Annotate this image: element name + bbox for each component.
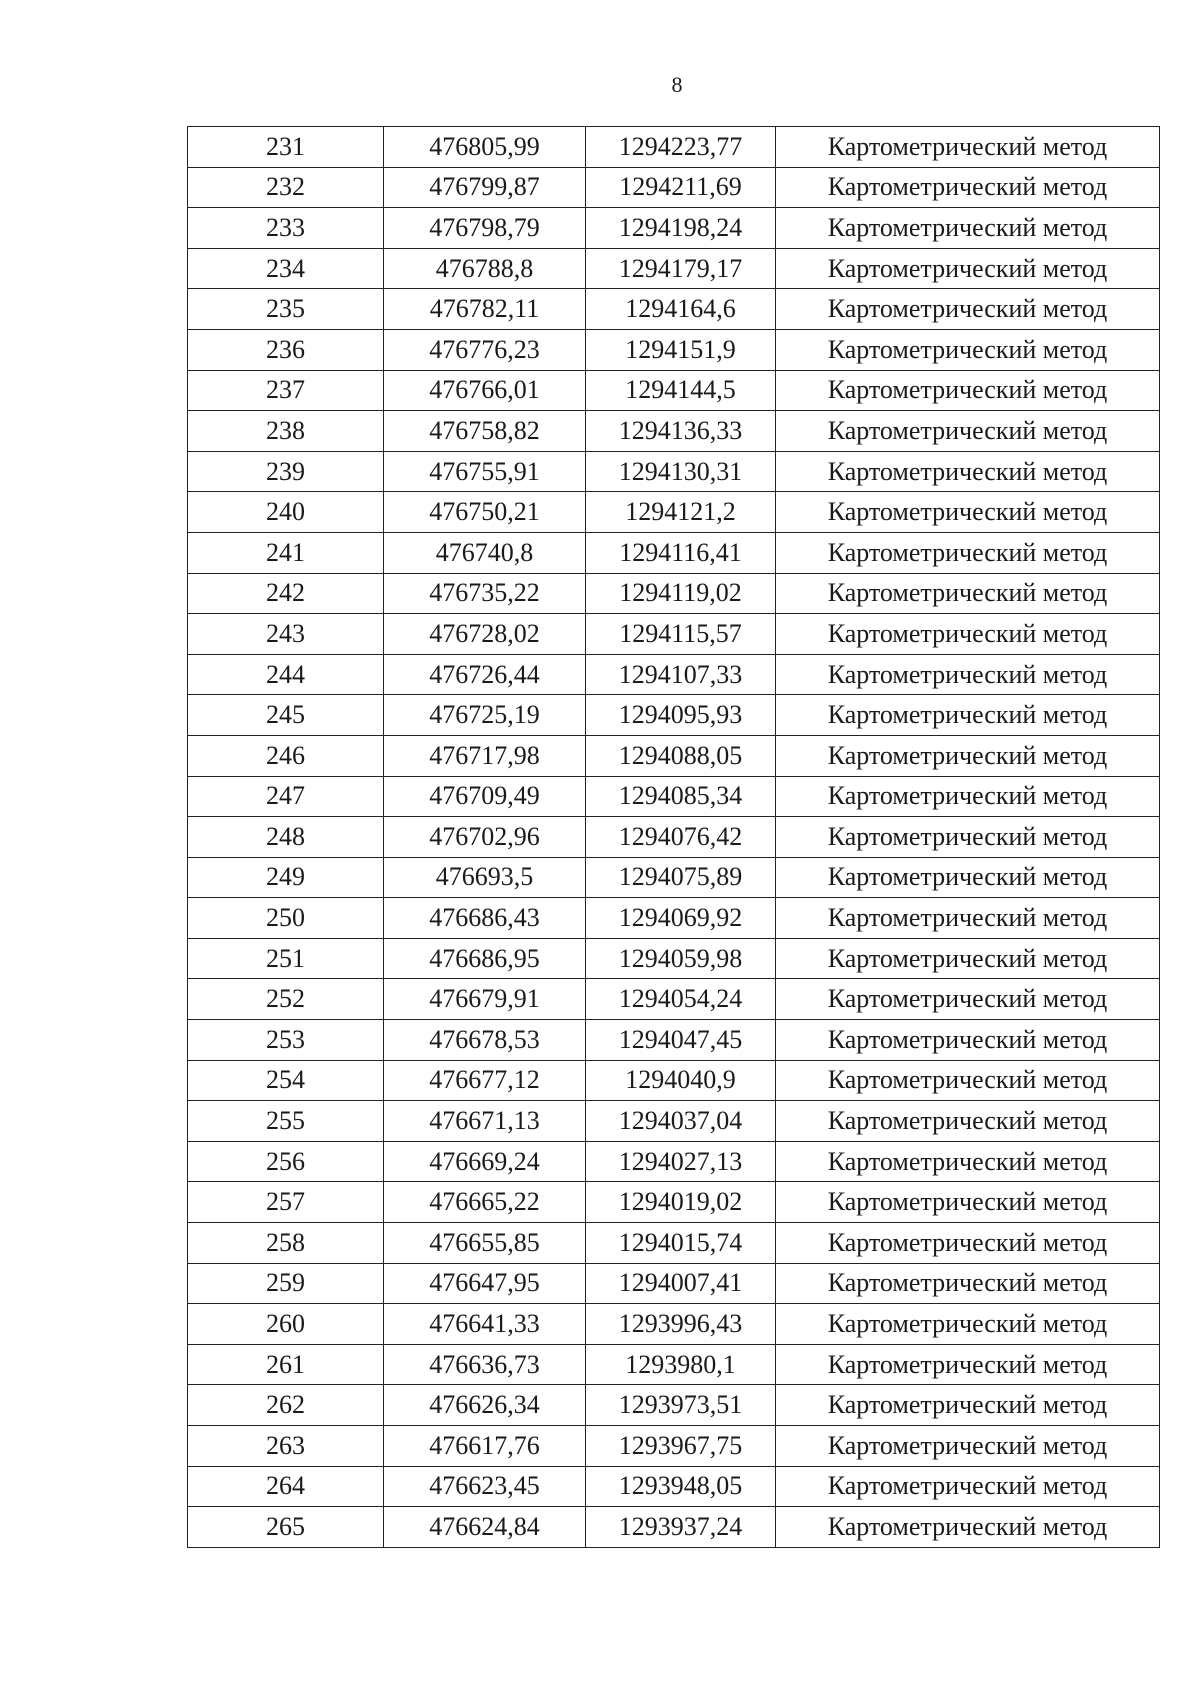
y-coordinate-cell: 1293937,24 — [586, 1507, 776, 1548]
y-coordinate-cell: 1294015,74 — [586, 1223, 776, 1264]
x-coordinate-cell: 476678,53 — [384, 1020, 586, 1061]
point-number-cell: 232 — [188, 167, 384, 208]
point-number-cell: 257 — [188, 1182, 384, 1223]
method-cell: Картометрический метод — [776, 1507, 1160, 1548]
method-cell: Картометрический метод — [776, 127, 1160, 168]
table-row — [188, 1385, 1160, 1426]
table-row — [188, 1101, 1160, 1142]
table-row — [188, 1466, 1160, 1507]
table-row — [188, 695, 1160, 736]
method-cell: Картометрический метод — [776, 248, 1160, 289]
method-cell: Картометрический метод — [776, 1141, 1160, 1182]
y-coordinate-cell: 1294121,2 — [586, 492, 776, 533]
y-coordinate-cell: 1293973,51 — [586, 1385, 776, 1426]
method-cell: Картометрический метод — [776, 573, 1160, 614]
y-coordinate-cell: 1294085,34 — [586, 776, 776, 817]
point-number-cell: 235 — [188, 289, 384, 330]
y-coordinate-cell: 1294198,24 — [586, 208, 776, 249]
x-coordinate-cell: 476728,02 — [384, 614, 586, 655]
x-coordinate-cell: 476725,19 — [384, 695, 586, 736]
method-cell: Картометрический метод — [776, 1385, 1160, 1426]
x-coordinate-cell: 476788,8 — [384, 248, 586, 289]
x-coordinate-cell: 476655,85 — [384, 1223, 586, 1264]
point-number-cell: 249 — [188, 857, 384, 898]
table-row — [188, 329, 1160, 370]
y-coordinate-cell: 1294047,45 — [586, 1020, 776, 1061]
point-number-cell: 248 — [188, 817, 384, 858]
table-row — [188, 1223, 1160, 1264]
y-coordinate-cell: 1293980,1 — [586, 1344, 776, 1385]
page-number: 8 — [671, 72, 683, 97]
table-row — [188, 208, 1160, 249]
x-coordinate-cell: 476623,45 — [384, 1466, 586, 1507]
x-coordinate-cell: 476766,01 — [384, 370, 586, 411]
table-row — [188, 1304, 1160, 1345]
x-coordinate-cell: 476755,91 — [384, 451, 586, 492]
table-row — [188, 1141, 1160, 1182]
y-coordinate-cell: 1294223,77 — [586, 127, 776, 168]
table-row — [188, 1507, 1160, 1548]
x-coordinate-cell: 476799,87 — [384, 167, 586, 208]
coordinates-table — [187, 126, 1160, 1548]
table-row — [188, 451, 1160, 492]
point-number-cell: 234 — [188, 248, 384, 289]
y-coordinate-cell: 1294059,98 — [586, 938, 776, 979]
table-row — [188, 735, 1160, 776]
y-coordinate-cell: 1294144,5 — [586, 370, 776, 411]
method-cell: Картометрический метод — [776, 695, 1160, 736]
table-row — [188, 127, 1160, 168]
method-cell: Картометрический метод — [776, 1101, 1160, 1142]
x-coordinate-cell: 476702,96 — [384, 817, 586, 858]
point-number-cell: 244 — [188, 654, 384, 695]
point-number-cell: 251 — [188, 938, 384, 979]
table-row — [188, 532, 1160, 573]
coordinates-table-body — [188, 127, 1160, 1548]
method-cell: Картометрический метод — [776, 776, 1160, 817]
method-cell: Картометрический метод — [776, 1304, 1160, 1345]
table-row — [188, 1020, 1160, 1061]
method-cell: Картометрический метод — [776, 1426, 1160, 1467]
y-coordinate-cell: 1293967,75 — [586, 1426, 776, 1467]
y-coordinate-cell: 1294037,04 — [586, 1101, 776, 1142]
method-cell: Картометрический метод — [776, 208, 1160, 249]
y-coordinate-cell: 1294151,9 — [586, 329, 776, 370]
table-row — [188, 857, 1160, 898]
y-coordinate-cell: 1294107,33 — [586, 654, 776, 695]
y-coordinate-cell: 1294136,33 — [586, 411, 776, 452]
method-cell: Картометрический метод — [776, 167, 1160, 208]
table-row — [188, 614, 1160, 655]
table-row — [188, 492, 1160, 533]
point-number-cell: 240 — [188, 492, 384, 533]
x-coordinate-cell: 476709,49 — [384, 776, 586, 817]
point-number-cell: 262 — [188, 1385, 384, 1426]
table-row — [188, 776, 1160, 817]
y-coordinate-cell: 1294027,13 — [586, 1141, 776, 1182]
method-cell: Картометрический метод — [776, 289, 1160, 330]
x-coordinate-cell: 476776,23 — [384, 329, 586, 370]
point-number-cell: 252 — [188, 979, 384, 1020]
table-row — [188, 573, 1160, 614]
x-coordinate-cell: 476782,11 — [384, 289, 586, 330]
point-number-cell: 253 — [188, 1020, 384, 1061]
point-number-cell: 236 — [188, 329, 384, 370]
x-coordinate-cell: 476617,76 — [384, 1426, 586, 1467]
y-coordinate-cell: 1294116,41 — [586, 532, 776, 573]
y-coordinate-cell: 1294211,69 — [586, 167, 776, 208]
method-cell: Картометрический метод — [776, 817, 1160, 858]
method-cell: Картометрический метод — [776, 938, 1160, 979]
method-cell: Картометрический метод — [776, 898, 1160, 939]
method-cell: Картометрический метод — [776, 1060, 1160, 1101]
table-row — [188, 248, 1160, 289]
method-cell: Картометрический метод — [776, 1020, 1160, 1061]
y-coordinate-cell: 1294119,02 — [586, 573, 776, 614]
x-coordinate-cell: 476647,95 — [384, 1263, 586, 1304]
table-row — [188, 167, 1160, 208]
table-row — [188, 1263, 1160, 1304]
method-cell: Картометрический метод — [776, 857, 1160, 898]
point-number-cell: 241 — [188, 532, 384, 573]
x-coordinate-cell: 476726,44 — [384, 654, 586, 695]
point-number-cell: 260 — [188, 1304, 384, 1345]
y-coordinate-cell: 1294007,41 — [586, 1263, 776, 1304]
point-number-cell: 231 — [188, 127, 384, 168]
point-number-cell: 245 — [188, 695, 384, 736]
x-coordinate-cell: 476740,8 — [384, 532, 586, 573]
method-cell: Картометрический метод — [776, 1263, 1160, 1304]
y-coordinate-cell: 1294088,05 — [586, 735, 776, 776]
point-number-cell: 237 — [188, 370, 384, 411]
point-number-cell: 250 — [188, 898, 384, 939]
x-coordinate-cell: 476641,33 — [384, 1304, 586, 1345]
table-row — [188, 979, 1160, 1020]
point-number-cell: 256 — [188, 1141, 384, 1182]
y-coordinate-cell: 1294069,92 — [586, 898, 776, 939]
x-coordinate-cell: 476671,13 — [384, 1101, 586, 1142]
point-number-cell: 258 — [188, 1223, 384, 1264]
table-row — [188, 289, 1160, 330]
method-cell: Картометрический метод — [776, 329, 1160, 370]
table-row — [188, 1426, 1160, 1467]
x-coordinate-cell: 476798,79 — [384, 208, 586, 249]
x-coordinate-cell: 476665,22 — [384, 1182, 586, 1223]
x-coordinate-cell: 476693,5 — [384, 857, 586, 898]
point-number-cell: 242 — [188, 573, 384, 614]
point-number-cell: 261 — [188, 1344, 384, 1385]
x-coordinate-cell: 476679,91 — [384, 979, 586, 1020]
y-coordinate-cell: 1294115,57 — [586, 614, 776, 655]
point-number-cell: 259 — [188, 1263, 384, 1304]
table-row — [188, 370, 1160, 411]
method-cell: Картометрический метод — [776, 1466, 1160, 1507]
x-coordinate-cell: 476669,24 — [384, 1141, 586, 1182]
x-coordinate-cell: 476686,95 — [384, 938, 586, 979]
point-number-cell: 254 — [188, 1060, 384, 1101]
table-row — [188, 411, 1160, 452]
point-number-cell: 263 — [188, 1426, 384, 1467]
point-number-cell: 264 — [188, 1466, 384, 1507]
table-row — [188, 1182, 1160, 1223]
point-number-cell: 233 — [188, 208, 384, 249]
table-row — [188, 1060, 1160, 1101]
x-coordinate-cell: 476750,21 — [384, 492, 586, 533]
point-number-cell: 243 — [188, 614, 384, 655]
method-cell: Картометрический метод — [776, 1182, 1160, 1223]
x-coordinate-cell: 476624,84 — [384, 1507, 586, 1548]
point-number-cell: 247 — [188, 776, 384, 817]
point-number-cell: 265 — [188, 1507, 384, 1548]
x-coordinate-cell: 476626,34 — [384, 1385, 586, 1426]
y-coordinate-cell: 1293996,43 — [586, 1304, 776, 1345]
y-coordinate-cell: 1294075,89 — [586, 857, 776, 898]
table-row — [188, 1344, 1160, 1385]
method-cell: Картометрический метод — [776, 532, 1160, 573]
x-coordinate-cell: 476758,82 — [384, 411, 586, 452]
point-number-cell: 255 — [188, 1101, 384, 1142]
x-coordinate-cell: 476677,12 — [384, 1060, 586, 1101]
y-coordinate-cell: 1294019,02 — [586, 1182, 776, 1223]
y-coordinate-cell: 1294040,9 — [586, 1060, 776, 1101]
y-coordinate-cell: 1294095,93 — [586, 695, 776, 736]
method-cell: Картометрический метод — [776, 614, 1160, 655]
x-coordinate-cell: 476805,99 — [384, 127, 586, 168]
method-cell: Картометрический метод — [776, 1344, 1160, 1385]
table-row — [188, 817, 1160, 858]
y-coordinate-cell: 1294054,24 — [586, 979, 776, 1020]
method-cell: Картометрический метод — [776, 451, 1160, 492]
x-coordinate-cell: 476636,73 — [384, 1344, 586, 1385]
y-coordinate-cell: 1294130,31 — [586, 451, 776, 492]
method-cell: Картометрический метод — [776, 979, 1160, 1020]
y-coordinate-cell: 1294179,17 — [586, 248, 776, 289]
method-cell: Картометрический метод — [776, 1223, 1160, 1264]
y-coordinate-cell: 1293948,05 — [586, 1466, 776, 1507]
method-cell: Картометрический метод — [776, 492, 1160, 533]
point-number-cell: 246 — [188, 735, 384, 776]
table-row — [188, 654, 1160, 695]
y-coordinate-cell: 1294164,6 — [586, 289, 776, 330]
method-cell: Картометрический метод — [776, 370, 1160, 411]
point-number-cell: 239 — [188, 451, 384, 492]
x-coordinate-cell: 476735,22 — [384, 573, 586, 614]
y-coordinate-cell: 1294076,42 — [586, 817, 776, 858]
method-cell: Картометрический метод — [776, 654, 1160, 695]
table-row — [188, 898, 1160, 939]
x-coordinate-cell: 476686,43 — [384, 898, 586, 939]
method-cell: Картометрический метод — [776, 735, 1160, 776]
x-coordinate-cell: 476717,98 — [384, 735, 586, 776]
table-row — [188, 938, 1160, 979]
method-cell: Картометрический метод — [776, 411, 1160, 452]
point-number-cell: 238 — [188, 411, 384, 452]
